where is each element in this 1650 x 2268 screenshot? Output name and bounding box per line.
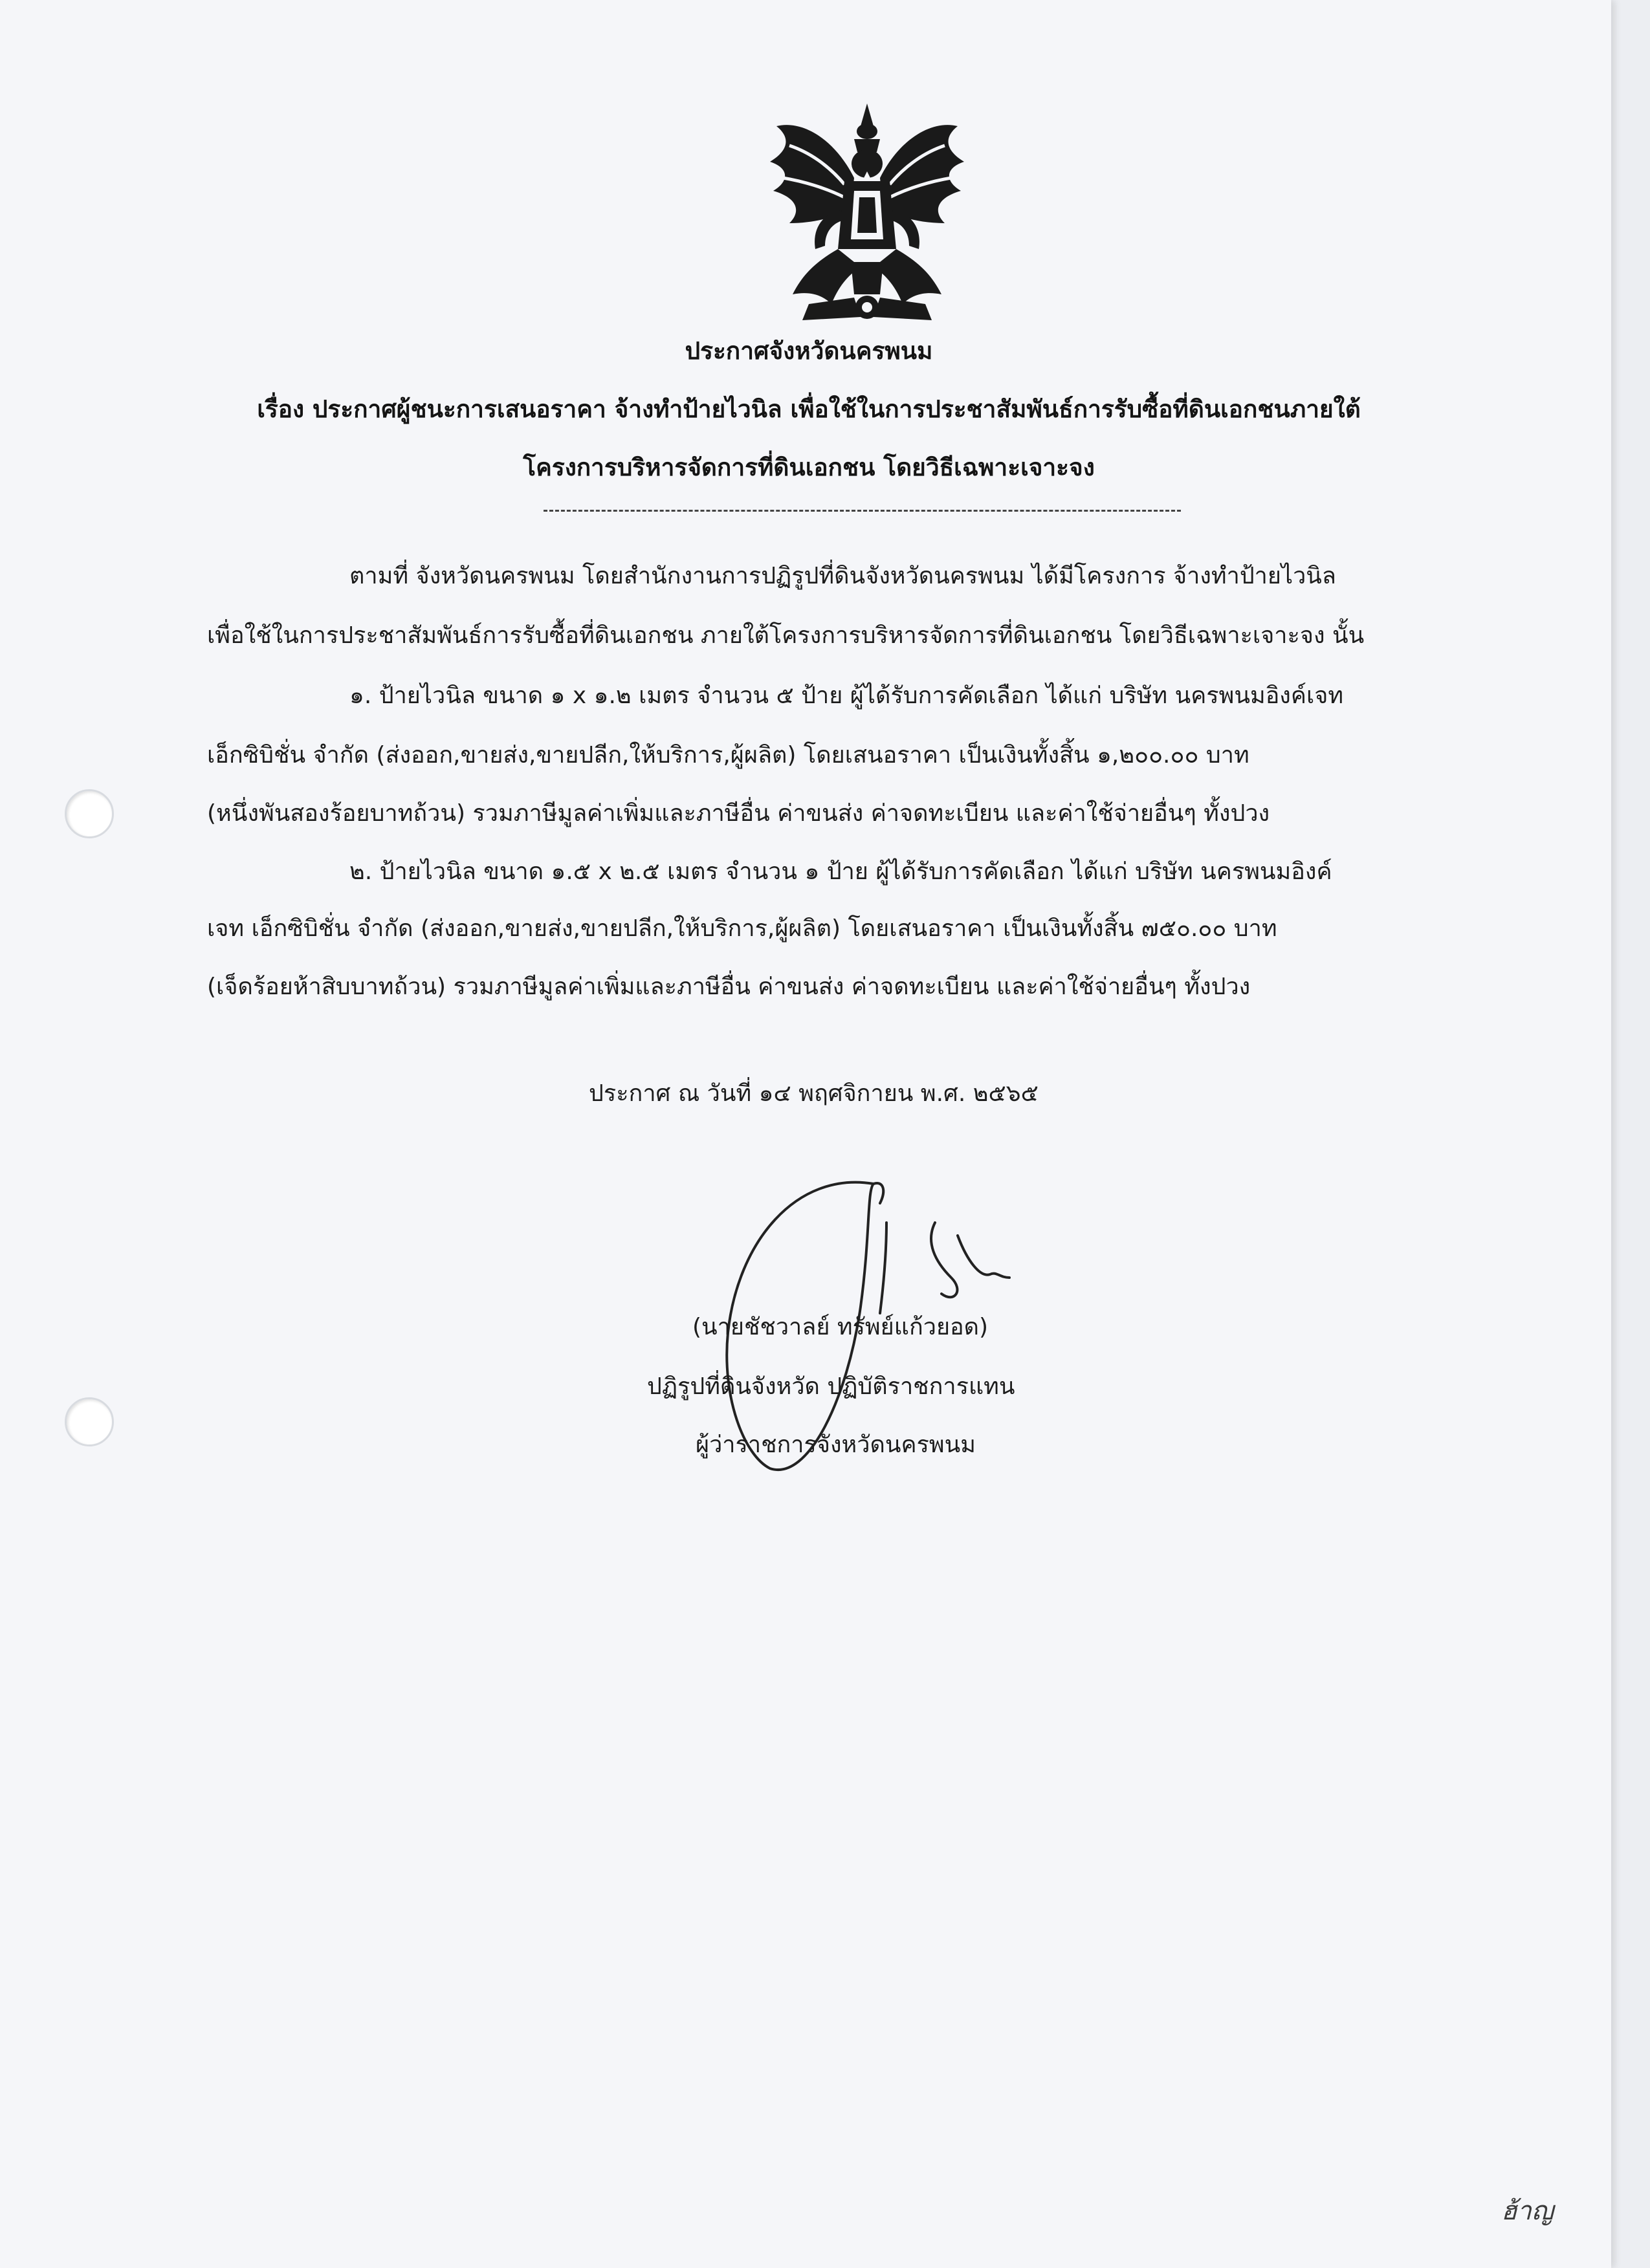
announcement-date: ประกาศ ณ วันที่ ๑๔ พฤศจิกายน พ.ศ. ๒๕๖๕ [589, 1080, 1039, 1107]
signer-name: (นายชัชวาลย์ ทรัพย์แก้วยอด) [692, 1314, 989, 1340]
body-line-2: เพื่อใช้ในการประชาสัมพันธ์การรับซื้อที่ดินเอกชน ภายใต้โครงการบริหารจัดการที่ดินเอกชน โดยวิธีเฉพาะเจาะจง นั้น [207, 622, 1365, 649]
announcement-title: ประกาศจังหวัดนครพนม [685, 337, 933, 365]
garuda-emblem-icon [764, 100, 971, 323]
announcement-subject-line-1: เรื่อง ประกาศผู้ชนะการเสนอราคา จ้างทำป้ายไวนิล เพื่อใช้ในการประชาสัมพันธ์การรับซื้อที่ดินเอกชนภายใต้ [257, 395, 1361, 423]
announcement-subject-line-2: โครงการบริหารจัดการที่ดินเอกชน โดยวิธีเฉพาะเจาะจง [523, 453, 1095, 481]
body-line-1: ตามที่ จังหวัดนครพนม โดยสำนักงานการปฏิรูปที่ดินจังหวัดนครพนม ได้มีโครงการ จ้างทำป้ายไวนิล [349, 563, 1336, 589]
punch-hole-bottom [65, 1397, 114, 1446]
punch-hole-top [65, 789, 114, 838]
body-line-7: เจท เอ็กซิบิชั่น จำกัด (ส่งออก,ขายส่ง,ขายปลีก,ให้บริการ,ผู้ผลิต) โดยเสนอราคา เป็นเงินทั้งสิ้น ๗๕๐.๐๐ บาท [207, 915, 1277, 942]
body-line-3: ๑. ป้ายไวนิล ขนาด ๑ x ๑.๒ เมตร จำนวน ๕ ป้าย ผู้ได้รับการคัดเลือก ได้แก่ บริษัท นครพนมอิงค์เจท [349, 682, 1344, 709]
body-line-6: ๒. ป้ายไวนิล ขนาด ๑.๕ x ๒.๕ เมตร จำนวน ๑ ป้าย ผู้ได้รับการคัดเลือก ได้แก่ บริษัท นครพนมอิงค์ [349, 858, 1332, 885]
body-line-5: (หนึ่งพันสองร้อยบาทถ้วน) รวมภาษีมูลค่าเพิ่มและภาษีอื่น ค่าขนส่ง ค่าจดทะเบียน และค่าใช้จ่ายอื่นๆ ทั้งปวง [207, 800, 1270, 827]
signer-office: ผู้ว่าราชการจังหวัดนครพนม [696, 1432, 976, 1458]
body-line-8: (เจ็ดร้อยห้าสิบบาทถ้วน) รวมภาษีมูลค่าเพิ่มและภาษีอื่น ค่าขนส่ง ค่าจดทะเบียน และค่าใช้จ่ายอื่นๆ ทั้งปวง [207, 974, 1251, 1000]
page-initials: ฮ้าญ [1501, 2196, 1554, 2226]
signer-position: ปฏิรูปที่ดินจังหวัด ปฏิบัติราชการแทน [647, 1373, 1015, 1400]
title-separator [544, 510, 1181, 512]
body-line-4: เอ็กซิบิชั่น จำกัด (ส่งออก,ขายส่ง,ขายปลีก,ให้บริการ,ผู้ผลิต) โดยเสนอราคา เป็นเงินทั้งสิ้น ๑,๒๐๐.๐๐ บาท [207, 742, 1249, 769]
